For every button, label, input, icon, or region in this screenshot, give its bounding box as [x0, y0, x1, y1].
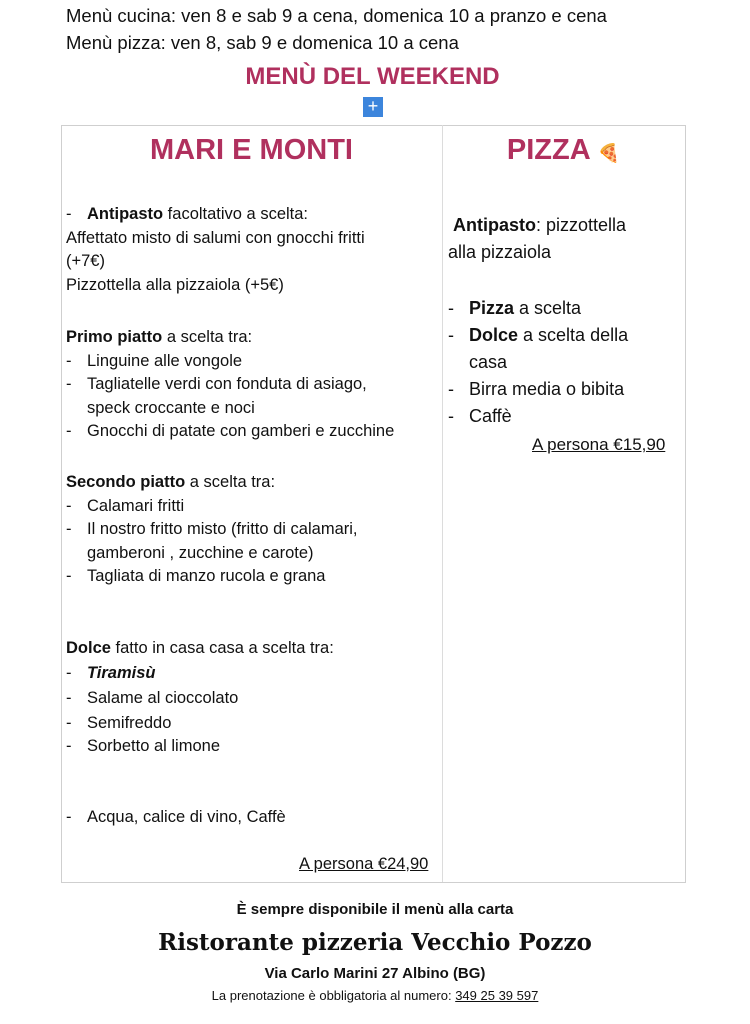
item: Salame al cioccolato: [87, 689, 239, 707]
item: Caffè: [469, 406, 512, 426]
footer-always: È sempre disponibile il menù alla carta: [236, 901, 514, 918]
item: a scelta della: [518, 325, 629, 345]
section-antipasto: - Antipasto facoltativo a scelta: Affettato misto di salumi con gnocchi fritti (+7€) Pizzottella alla pizzaiola (+5€): [66, 203, 365, 297]
booking: [0, 988, 750, 1003]
item: a scelta: [514, 298, 582, 318]
right-items: - Pizza a scelta - Dolce a scelta della casa - Birra media o bibita - Caffè: [448, 298, 629, 426]
label: Dolce: [66, 639, 111, 657]
item: Il nostro fritto misto (fritto di calamari,: [87, 520, 358, 538]
item: Calamari fritti: [87, 496, 185, 515]
text: fatto in casa casa a scelta tra:: [110, 639, 334, 657]
item: Tiramisù: [87, 664, 156, 682]
label: Primo piatto: [66, 328, 163, 346]
item: Sorbetto al limone: [87, 737, 220, 755]
label: Antipasto: [87, 205, 164, 223]
item: Tagliatelle verdi con fonduta di asiago,: [87, 375, 367, 393]
item: speck croccante e noci: [87, 398, 255, 417]
item: casa: [469, 352, 508, 372]
item: Gnocchi di patate con gamberi e zucchine: [87, 422, 395, 440]
line: Affettato misto di salumi con gnocchi fritti: [66, 228, 365, 247]
label: Dolce: [469, 325, 519, 345]
label: Secondo piatto: [66, 473, 186, 491]
text: a scelta tra:: [185, 473, 276, 491]
extras: - Acqua, calice di vino, Caffè: [66, 808, 286, 826]
line: alla pizzaiola: [448, 242, 552, 262]
booking-text: La prenotazione è obbligatoria al numero:: [211, 988, 456, 1003]
line: Pizzottella alla pizzaiola (+5€): [66, 275, 284, 294]
add-icon[interactable]: +: [363, 97, 383, 117]
item: gamberoni , zucchine e carote): [87, 543, 314, 562]
pizza-icon: 🍕: [597, 143, 621, 163]
column-divider: [442, 125, 443, 882]
address: Via Carlo Marini 27 Albino (BG): [264, 965, 486, 982]
line: (+7€): [66, 252, 105, 270]
section-dolce: Dolce fatto in casa casa a scelta tra: - Tiramisù - Salame al cioccolato - Semifreddo - Sorbetto al limone: [66, 639, 334, 755]
intro-pizza: Menù pizza: ven 8, sab 9 e domenica 10 a cena: [66, 32, 459, 53]
item: Birra media o bibita: [469, 379, 625, 399]
text: : pizzottella: [536, 215, 627, 235]
right-title: [443, 134, 684, 167]
label: Antipasto: [453, 215, 537, 235]
restaurant-name: Ristorante pizzeria Vecchio Pozzo: [158, 929, 592, 956]
label: Pizza: [469, 298, 515, 318]
intro-kitchen: Menù cucina: ven 8 e sab 9 a cena, domenica 10 a pranzo e cena: [66, 5, 607, 26]
text: a scelta tra:: [162, 328, 253, 346]
extra-text: Acqua, calice di vino, Caffè: [87, 808, 286, 826]
right-title-text: PIZZA: [506, 134, 590, 166]
item: Semifreddo: [87, 714, 172, 732]
text: facoltativo a scelta:: [163, 205, 309, 223]
page-title: MENÙ DEL WEEKEND: [245, 63, 500, 90]
item: Tagliata di manzo rucola e grana: [87, 567, 326, 585]
item: Linguine alle vongole: [87, 351, 243, 370]
right-antipasto: [448, 212, 626, 266]
left-price: A persona €24,90: [299, 855, 429, 873]
right-price: A persona €15,90: [532, 435, 666, 454]
section-secondo: Secondo piatto a scelta tra: - Calamari fritti - Il nostro fritto misto (fritto di calamari, gamberoni , zucchine e carote) - Tagliata di manzo rucola e grana: [66, 473, 358, 585]
phone-link[interactable]: 349 25 39 597: [455, 988, 539, 1003]
section-primo: Primo piatto a scelta tra: - Linguine alle vongole - Tagliatelle verdi con fonduta di asiago, speck croccante e noci - Gnocchi di patate con gamberi e zucchine: [66, 328, 395, 440]
left-title: MARI E MONTI: [150, 134, 353, 166]
